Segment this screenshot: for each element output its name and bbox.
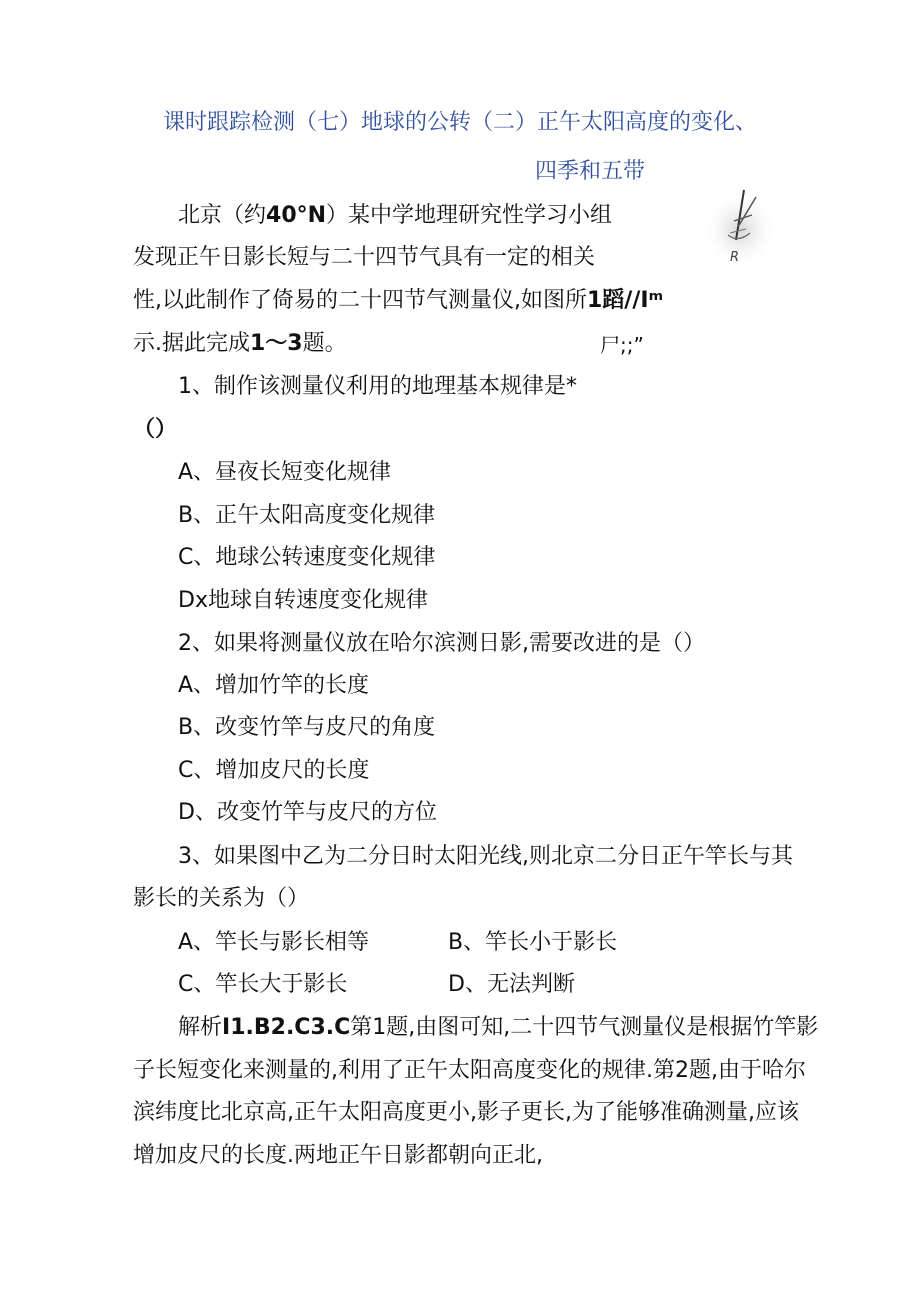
intro-ocr-fragment: 1蹈//Iᵐ [587, 288, 664, 313]
q3-option-b: B、竿长小于影长 [448, 930, 618, 955]
q1-stem: 1、制作该测量仪利用的地理基本规律是* [178, 374, 577, 399]
intro-text: 示.据此完成 [133, 331, 250, 356]
analysis-line-2: 子长短变化来测量的,利用了正午太阳高度变化的规律.第2题,由于哈尔 [133, 1058, 806, 1083]
analysis-text: 第1题,由图可知,二十四节气测量仪是根据竹竿影 [350, 1015, 819, 1040]
q3-stem-line-1: 3、如果图中乙为二分日时太阳光线,则北京二分日正午竿长与其 [178, 844, 793, 869]
analysis-line-1 [178, 1013, 818, 1043]
intro-text: 北京（约 [178, 203, 267, 228]
analysis-line-4: 增加皮尺的长度.两地正午日影都朝向正北, [133, 1143, 543, 1168]
figure-caption: R [730, 250, 740, 265]
q1-option-c: C、地球公转速度变化规律 [178, 545, 436, 570]
measuring-instrument-figure [700, 185, 780, 275]
intro-text: 题。 [302, 331, 347, 356]
q2-stem: 2、如果将测量仪放在哈尔滨测日影,需要改进的是（） [178, 631, 705, 656]
intro-text: 性,以此制作了倚易的二十四节气测量仪,如图所 [133, 288, 587, 313]
q2-option-d: D、改变竹竿与皮尺的方位 [178, 800, 437, 825]
q2-option-b: B、改变竹竿与皮尺的角度 [178, 715, 436, 740]
intro-latitude: 40°N [266, 203, 327, 228]
intro-line-4 [133, 329, 347, 359]
analysis-answers: I1.B2.C3.C [222, 1015, 351, 1040]
q1-paren: （） [133, 417, 178, 442]
q3-option-c: C、竿长大于影长 [178, 972, 348, 997]
analysis-line-3: 滨纬度比北京高,正午太阳高度更小,影子更长,为了能够准确测量,应该 [133, 1100, 799, 1125]
q1-option-b: B、正午太阳高度变化规律 [178, 503, 436, 528]
intro-text: ）某中学地理研究性学习小组 [326, 203, 613, 228]
intro-range: 1〜3 [250, 331, 303, 356]
intro-line-2: 发现正午日影长短与二十四节气具有一定的相关 [133, 245, 596, 270]
title-line-1: 课时跟踪检测（七）地球的公转（二）正午太阳高度的变化、 [163, 110, 758, 135]
intro-line-3 [133, 286, 663, 316]
q2-option-a: A、增加竹竿的长度 [178, 673, 370, 698]
q3-option-a: A、竿长与影长相等 [178, 930, 370, 955]
figure-label: 尸;;” [600, 333, 644, 357]
q1-option-a: A、昼夜长短变化规律 [178, 460, 392, 485]
q3-stem-line-2: 影长的关系为（） [133, 886, 310, 911]
intro-line-1 [178, 201, 612, 231]
q2-option-c: C、增加皮尺的长度 [178, 758, 370, 783]
q3-option-d: D、无法判断 [448, 972, 575, 997]
analysis-label: 解析 [178, 1015, 223, 1040]
q1-option-d: Dx地球自转速度变化规律 [178, 588, 428, 613]
title-line-2: 四季和五带 [535, 159, 646, 184]
